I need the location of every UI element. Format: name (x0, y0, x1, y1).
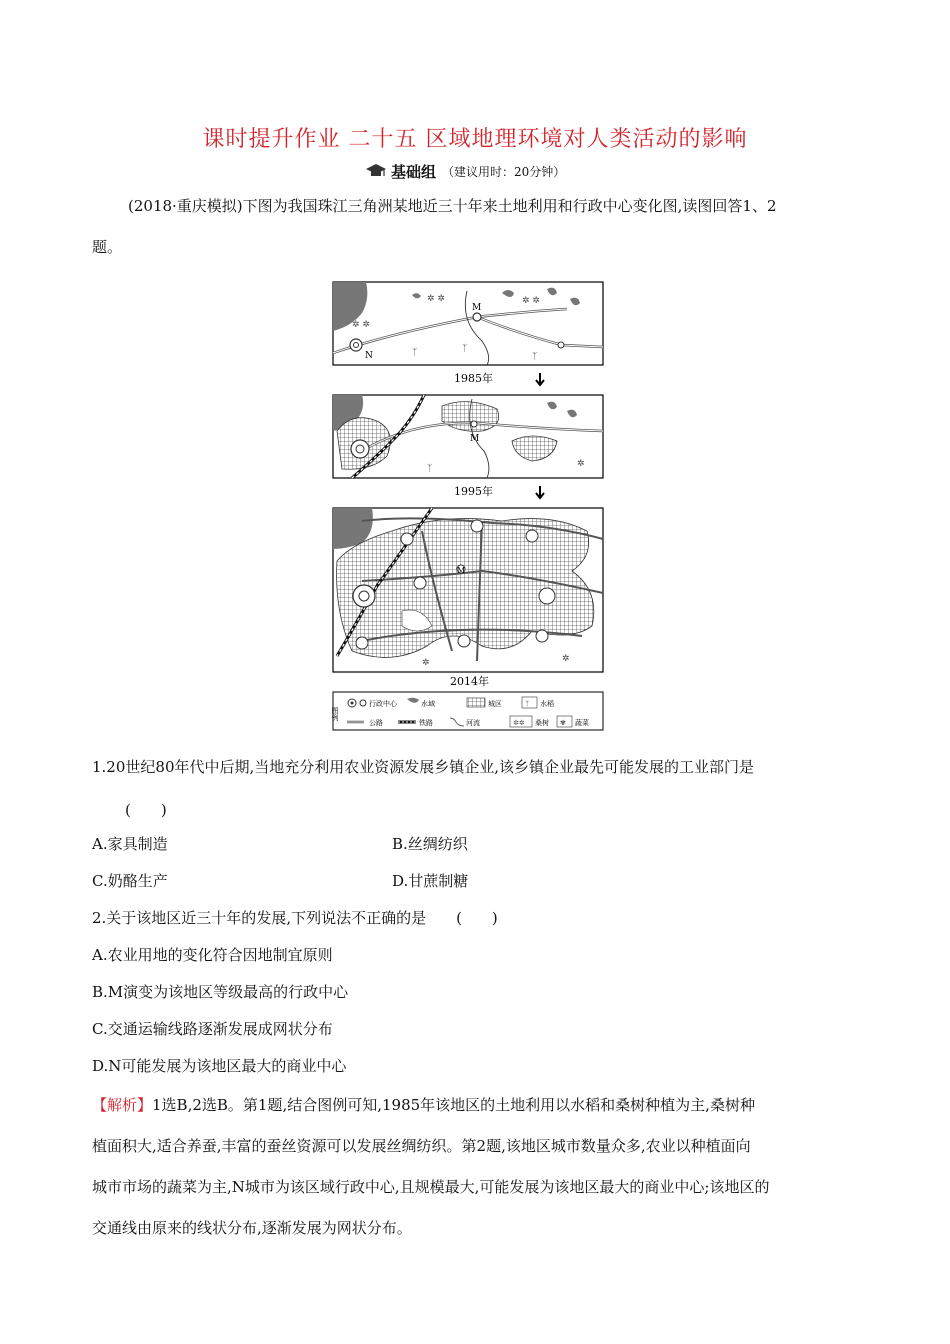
q2-option-a: A.农业用地的变化符合因地制宜原则 (92, 946, 333, 964)
map-1995 (333, 395, 603, 478)
land-use-map-figure (332, 281, 604, 733)
svg-text:ᛉ: ᛉ (525, 700, 530, 708)
svg-text:ᛉ: ᛉ (412, 348, 418, 358)
svg-text:✲ ✲: ✲ ✲ (427, 294, 445, 304)
legend-title: 图例 (331, 707, 339, 721)
svg-text:✲✲: ✲✲ (513, 719, 525, 727)
svg-text:✾: ✾ (560, 719, 566, 727)
q1-stem: 1.20世纪80年代中后期,当地充分利用农业资源发展乡镇企业,该乡镇企业最先可能发展的工业部门是 (92, 758, 755, 776)
intro-text-line2: 题。 (92, 238, 123, 256)
analysis-line3: 城市市场的蔬菜为主,N城市为该区域行政中心,且规模最大,可能发展为该地区最大的商业中心;该地区的 (92, 1178, 770, 1196)
legend-admin: 行政中心 (369, 700, 397, 708)
intro-text-line1: (2018·重庆模拟)下图为我国珠江三角洲某地近三十年来土地利用和行政中心变化图,读图回答1、2 (128, 197, 777, 215)
m-label-2014: M (457, 566, 466, 575)
svg-text:✲: ✲ (562, 654, 570, 664)
suggested-time: （建议用时：20分钟） (442, 164, 566, 179)
legend-river: 河流 (466, 719, 480, 727)
n-label-1985: N (365, 351, 373, 361)
svg-text:✲: ✲ (577, 459, 585, 469)
legend-rice: 水稻 (540, 700, 554, 708)
analysis-line1 (92, 1095, 755, 1115)
year-1985: 1985年 (454, 372, 493, 385)
m-label-1995: M (470, 434, 480, 444)
svg-text:✲ ✲: ✲ ✲ (522, 296, 540, 306)
q2-option-b: B.M演变为该地区等级最高的行政中心 (92, 983, 349, 1001)
q2-option-d: D.N可能发展为该地区最大的商业中心 (92, 1057, 347, 1075)
svg-text:ᛉ: ᛉ (427, 464, 433, 474)
m-label-1985: M (472, 303, 482, 313)
graduation-cap-icon (365, 162, 387, 180)
map-2014 (333, 508, 603, 672)
year-1995: 1995年 (454, 485, 493, 498)
legend-vegetable: 蔬菜 (575, 719, 589, 727)
svg-text:✲: ✲ (422, 658, 430, 668)
svg-text:✲ ✲: ✲ ✲ (352, 320, 370, 330)
q1-option-b: B.丝绸纺织 (392, 835, 468, 853)
legend-water: 水域 (421, 700, 435, 708)
q1-bracket: ( ) (125, 801, 167, 819)
map-1985 (333, 282, 603, 365)
svg-text:ᛉ: ᛉ (462, 344, 468, 354)
analysis-line4: 交通线由原来的线状分布,逐渐发展为网状分布。 (92, 1219, 412, 1237)
map-legend (331, 692, 603, 730)
q1-option-d: D.甘蔗制糖 (392, 872, 469, 890)
analysis-line2: 植面积大,适合养蚕,丰富的蚕丝资源可以发展丝绸纺织。第2题,该地区城市数量众多,农业以种植面向 (92, 1137, 751, 1155)
year-2014: 2014年 (450, 675, 489, 688)
section-badge (365, 160, 565, 182)
svg-text:ᛉ: ᛉ (532, 352, 538, 362)
analysis-label: 【解析】 (92, 1096, 153, 1114)
legend-road: 公路 (369, 719, 383, 727)
legend-rail: 铁路 (419, 719, 433, 727)
q2-stem: 2.关于该地区近三十年的发展,下列说法不正确的是 ( ) (92, 909, 498, 927)
legend-mulberry: 桑树 (535, 719, 549, 727)
page-title: 课时提升作业 二十五 区域地理环境对人类活动的影响 (202, 127, 748, 152)
q2-option-c: C.交通运输线路逐渐发展成网状分布 (92, 1020, 333, 1038)
analysis-text1: 1选B,2选B。第1题,结合图例可知,1985年该地区的土地利用以水稻和桑树种植为主,桑树种 (152, 1096, 755, 1114)
section-group-label: 基础组 (391, 162, 437, 181)
q1-option-a: A.家具制造 (92, 835, 168, 853)
legend-city: 城区 (488, 700, 502, 708)
q1-option-c: C.奶酪生产 (92, 872, 168, 890)
